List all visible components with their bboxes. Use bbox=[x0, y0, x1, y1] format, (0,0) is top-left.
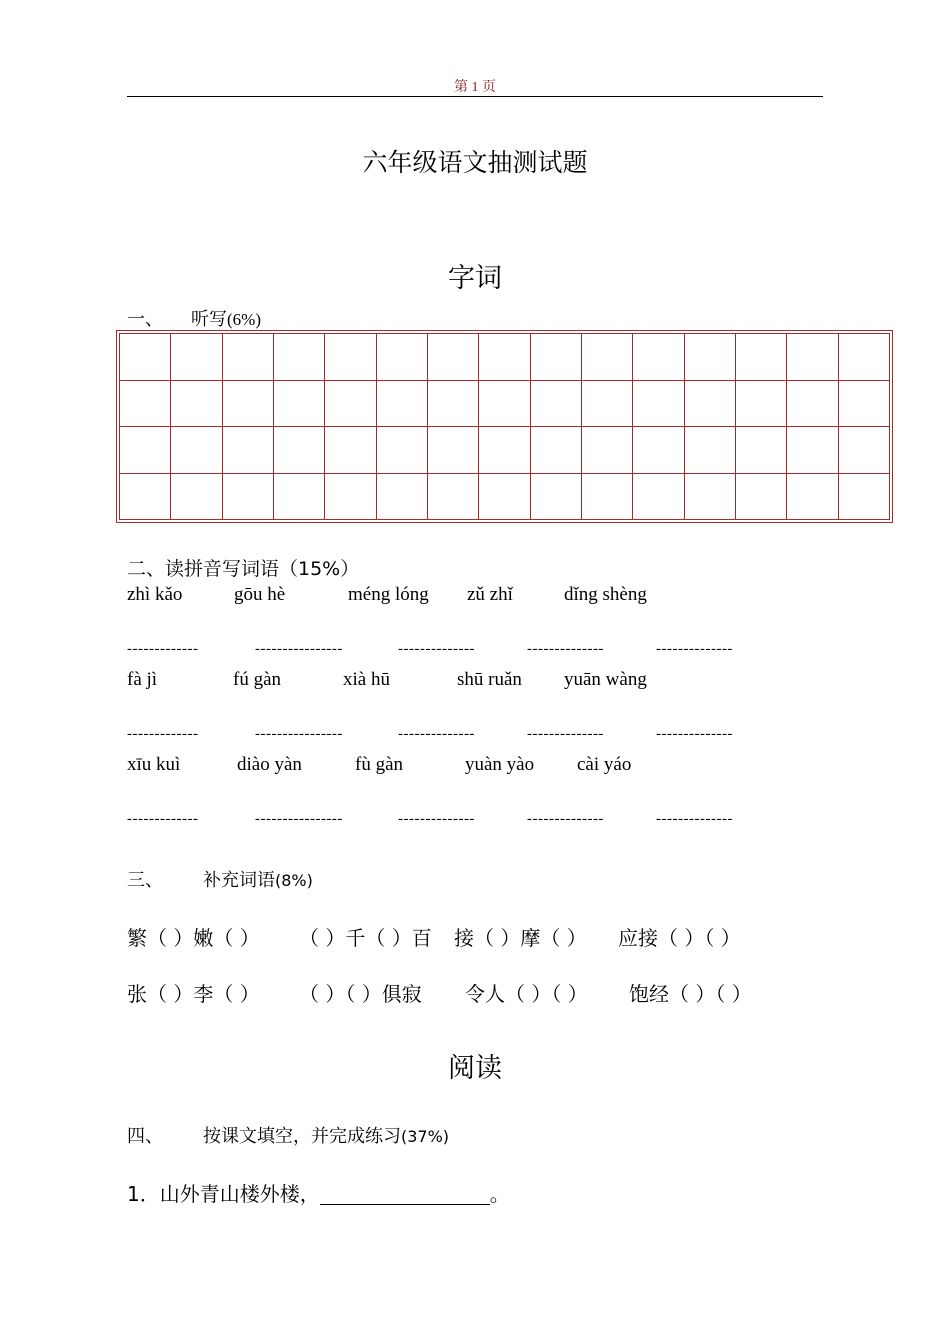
grid-cell[interactable] bbox=[376, 473, 427, 520]
pinyin-item: yuàn yào bbox=[465, 754, 535, 775]
grid-cell[interactable] bbox=[427, 380, 478, 427]
q4-item-1-text: 1．山外青山楼外楼， bbox=[127, 1182, 320, 1206]
grid-cell[interactable] bbox=[171, 427, 222, 474]
idiom-item[interactable]: 繁（ ）嫩（ ） bbox=[127, 926, 260, 950]
grid-cell[interactable] bbox=[325, 334, 376, 381]
dictation-grid[interactable] bbox=[116, 330, 893, 523]
grid-cell[interactable] bbox=[325, 473, 376, 520]
idiom-item[interactable]: 令人（ ）（ ） bbox=[465, 982, 588, 1006]
grid-cell[interactable] bbox=[479, 427, 530, 474]
grid-row bbox=[120, 380, 890, 427]
grid-row bbox=[120, 427, 890, 474]
answer-line[interactable]: ------------- bbox=[127, 726, 199, 742]
dictation-grid-table bbox=[119, 333, 890, 520]
grid-cell[interactable] bbox=[427, 427, 478, 474]
answer-line[interactable]: -------------- bbox=[656, 811, 733, 827]
grid-cell[interactable] bbox=[222, 427, 273, 474]
grid-row bbox=[120, 334, 890, 381]
idiom-item[interactable]: 接（ ）摩（ ） bbox=[454, 926, 587, 950]
grid-cell[interactable] bbox=[120, 427, 171, 474]
answer-line[interactable]: -------------- bbox=[656, 641, 733, 657]
pinyin-item: cài yáo bbox=[577, 754, 632, 775]
pinyin-row-1 bbox=[127, 584, 827, 608]
grid-cell[interactable] bbox=[530, 380, 581, 427]
q1-label: 一、 bbox=[127, 309, 163, 330]
q1-text: 听写 bbox=[191, 309, 227, 330]
q3-label: 三、 bbox=[127, 870, 163, 891]
q4-item-1 bbox=[127, 1178, 510, 1207]
grid-cell[interactable] bbox=[171, 473, 222, 520]
grid-cell[interactable] bbox=[684, 427, 735, 474]
q4-text: 按课文填空，并完成练习 bbox=[203, 1126, 401, 1147]
grid-cell[interactable] bbox=[120, 380, 171, 427]
grid-cell[interactable] bbox=[581, 380, 632, 427]
grid-cell[interactable] bbox=[530, 427, 581, 474]
grid-cell[interactable] bbox=[479, 334, 530, 381]
pinyin-item: dǐng shèng bbox=[564, 584, 647, 605]
pinyin-item: xīu kuì bbox=[127, 754, 181, 775]
answer-line[interactable]: -------------- bbox=[398, 726, 475, 742]
grid-cell[interactable] bbox=[273, 334, 324, 381]
q4-item-1-end: 。 bbox=[489, 1182, 510, 1206]
pinyin-item: shū ruǎn bbox=[457, 669, 522, 690]
grid-cell[interactable] bbox=[787, 380, 838, 427]
grid-cell[interactable] bbox=[171, 334, 222, 381]
answer-line[interactable]: ------------- bbox=[127, 641, 199, 657]
grid-cell[interactable] bbox=[633, 334, 684, 381]
answer-line[interactable]: -------------- bbox=[398, 641, 475, 657]
grid-cell[interactable] bbox=[787, 427, 838, 474]
grid-cell[interactable] bbox=[735, 427, 786, 474]
grid-cell[interactable] bbox=[376, 334, 427, 381]
q3-heading bbox=[127, 866, 313, 892]
grid-cell[interactable] bbox=[838, 473, 889, 520]
grid-cell[interactable] bbox=[171, 380, 222, 427]
q4-score: (37%) bbox=[401, 1127, 450, 1146]
pinyin-item: diào yàn bbox=[237, 754, 302, 775]
grid-cell[interactable] bbox=[376, 427, 427, 474]
pinyin-item: fà jì bbox=[127, 669, 158, 690]
answer-line[interactable]: ------------- bbox=[127, 811, 199, 827]
grid-cell[interactable] bbox=[325, 380, 376, 427]
pinyin-item: xià hū bbox=[343, 669, 390, 690]
idiom-item[interactable]: （ ）千（ ）百 bbox=[299, 926, 432, 950]
idiom-row-1 bbox=[127, 922, 827, 950]
q1-heading bbox=[127, 305, 261, 331]
grid-cell[interactable] bbox=[427, 473, 478, 520]
grid-cell[interactable] bbox=[735, 473, 786, 520]
grid-cell[interactable] bbox=[633, 473, 684, 520]
pinyin-item: zǔ zhǐ bbox=[467, 584, 513, 605]
q1-score: (6%) bbox=[227, 310, 261, 329]
grid-cell[interactable] bbox=[479, 380, 530, 427]
grid-cell[interactable] bbox=[479, 473, 530, 520]
grid-cell[interactable] bbox=[684, 334, 735, 381]
answer-line[interactable]: -------------- bbox=[656, 726, 733, 742]
grid-cell[interactable] bbox=[633, 380, 684, 427]
grid-cell[interactable] bbox=[273, 380, 324, 427]
grid-cell[interactable] bbox=[633, 427, 684, 474]
idiom-row-2 bbox=[127, 978, 827, 1006]
pinyin-item: gōu hè bbox=[234, 584, 286, 605]
answer-line[interactable]: ---------------- bbox=[255, 641, 343, 657]
q3-text: 补充词语 bbox=[203, 870, 275, 891]
grid-cell[interactable] bbox=[222, 380, 273, 427]
pinyin-item: fú gàn bbox=[233, 669, 282, 690]
grid-cell[interactable] bbox=[581, 334, 632, 381]
q4-item-1-blank[interactable] bbox=[320, 1184, 490, 1205]
header-divider bbox=[127, 96, 823, 97]
page-number: 第 1 页 bbox=[454, 80, 496, 95]
grid-cell[interactable] bbox=[581, 473, 632, 520]
grid-cell[interactable] bbox=[273, 473, 324, 520]
answer-line[interactable]: ---------------- bbox=[255, 811, 343, 827]
grid-cell[interactable] bbox=[684, 380, 735, 427]
grid-row bbox=[120, 473, 890, 520]
grid-cell[interactable] bbox=[120, 473, 171, 520]
grid-cell[interactable] bbox=[222, 473, 273, 520]
pinyin-row-3 bbox=[127, 754, 827, 778]
answer-line[interactable]: -------------- bbox=[398, 811, 475, 827]
grid-cell[interactable] bbox=[735, 334, 786, 381]
section-title-zici: 字词 bbox=[448, 263, 502, 294]
q3-score: (8%) bbox=[275, 871, 313, 890]
grid-cell[interactable] bbox=[838, 334, 889, 381]
q2-heading: 二、读拼音写词语（15%） bbox=[127, 558, 360, 580]
grid-cell[interactable] bbox=[838, 427, 889, 474]
grid-cell[interactable] bbox=[581, 427, 632, 474]
grid-cell[interactable] bbox=[376, 380, 427, 427]
grid-cell[interactable] bbox=[427, 334, 478, 381]
idiom-item[interactable]: 张（ ）李（ ） bbox=[127, 982, 260, 1006]
idiom-item[interactable]: （ ）（ ）俱寂 bbox=[299, 982, 422, 1006]
pinyin-item: yuān wàng bbox=[564, 669, 647, 690]
pinyin-item: méng lóng bbox=[348, 584, 429, 605]
grid-cell[interactable] bbox=[838, 380, 889, 427]
section-title-yuedu: 阅读 bbox=[448, 1053, 502, 1084]
answer-line[interactable]: -------------- bbox=[527, 811, 604, 827]
pinyin-item: zhì kǎo bbox=[127, 584, 183, 605]
grid-cell[interactable] bbox=[120, 334, 171, 381]
q4-label: 四、 bbox=[127, 1126, 163, 1147]
answer-line[interactable]: -------------- bbox=[527, 641, 604, 657]
grid-cell[interactable] bbox=[530, 473, 581, 520]
grid-cell[interactable] bbox=[530, 334, 581, 381]
grid-cell[interactable] bbox=[222, 334, 273, 381]
grid-cell[interactable] bbox=[273, 427, 324, 474]
grid-cell[interactable] bbox=[787, 473, 838, 520]
answer-line[interactable]: ---------------- bbox=[255, 726, 343, 742]
grid-cell[interactable] bbox=[787, 334, 838, 381]
grid-cell[interactable] bbox=[735, 380, 786, 427]
page-title: 六年级语文抽测试题 bbox=[362, 148, 588, 177]
pinyin-item: fù gàn bbox=[355, 754, 404, 775]
answer-line[interactable]: -------------- bbox=[527, 726, 604, 742]
idiom-item[interactable]: 饱经（ ）（ ） bbox=[629, 982, 752, 1006]
pinyin-row-2 bbox=[127, 669, 827, 693]
grid-cell[interactable] bbox=[684, 473, 735, 520]
idiom-item[interactable]: 应接（ ）（ ） bbox=[618, 926, 741, 950]
q4-heading bbox=[127, 1122, 449, 1148]
grid-cell[interactable] bbox=[325, 427, 376, 474]
